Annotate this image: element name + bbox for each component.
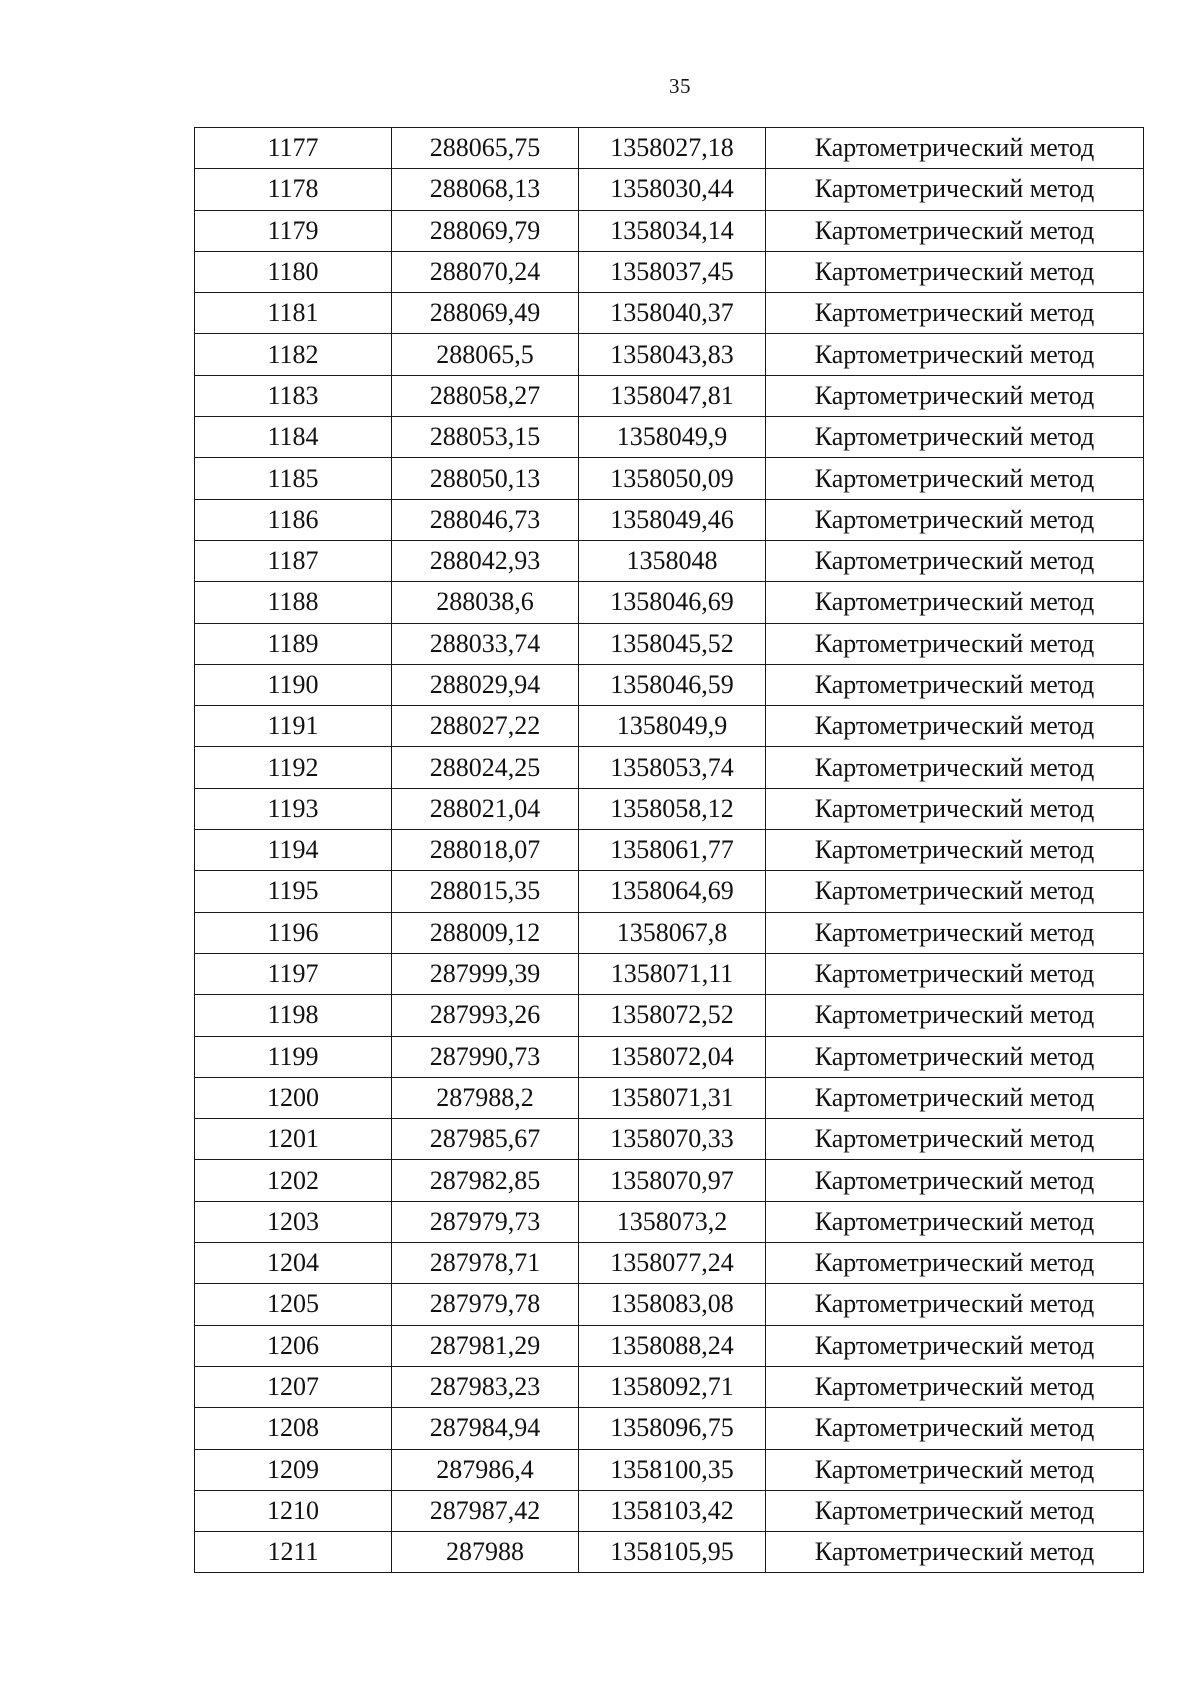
y-coordinate-cell: 1358047,81 bbox=[579, 375, 766, 416]
point-number-cell: 1206 bbox=[195, 1325, 392, 1366]
point-number-cell: 1194 bbox=[195, 830, 392, 871]
point-number-cell: 1205 bbox=[195, 1284, 392, 1325]
y-coordinate-cell: 1358030,44 bbox=[579, 169, 766, 210]
table-row bbox=[195, 706, 1144, 747]
y-coordinate-cell: 1358071,11 bbox=[579, 953, 766, 994]
method-cell: Картометрический метод bbox=[766, 912, 1144, 953]
method-cell: Картометрический метод bbox=[766, 210, 1144, 251]
y-coordinate-cell: 1358072,52 bbox=[579, 995, 766, 1036]
y-coordinate-cell: 1358040,37 bbox=[579, 293, 766, 334]
y-coordinate-cell: 1358046,59 bbox=[579, 664, 766, 705]
point-number-cell: 1193 bbox=[195, 788, 392, 829]
table-row bbox=[195, 334, 1144, 375]
point-number-cell: 1195 bbox=[195, 871, 392, 912]
point-number-cell: 1183 bbox=[195, 375, 392, 416]
x-coordinate-cell: 288009,12 bbox=[392, 912, 579, 953]
method-cell: Картометрический метод bbox=[766, 830, 1144, 871]
table-row bbox=[195, 1408, 1144, 1449]
x-coordinate-cell: 287981,29 bbox=[392, 1325, 579, 1366]
method-cell: Картометрический метод bbox=[766, 788, 1144, 829]
table-row bbox=[195, 458, 1144, 499]
table-row bbox=[195, 293, 1144, 334]
coordinates-table-body bbox=[195, 128, 1144, 1573]
point-number-cell: 1211 bbox=[195, 1532, 392, 1573]
method-cell: Картометрический метод bbox=[766, 417, 1144, 458]
method-cell: Картометрический метод bbox=[766, 706, 1144, 747]
method-cell: Картометрический метод bbox=[766, 1408, 1144, 1449]
x-coordinate-cell: 288021,04 bbox=[392, 788, 579, 829]
x-coordinate-cell: 288070,24 bbox=[392, 251, 579, 292]
table-row bbox=[195, 623, 1144, 664]
y-coordinate-cell: 1358096,75 bbox=[579, 1408, 766, 1449]
point-number-cell: 1207 bbox=[195, 1366, 392, 1407]
point-number-cell: 1192 bbox=[195, 747, 392, 788]
y-coordinate-cell: 1358092,71 bbox=[579, 1366, 766, 1407]
x-coordinate-cell: 287987,42 bbox=[392, 1490, 579, 1531]
y-coordinate-cell: 1358058,12 bbox=[579, 788, 766, 829]
table-row bbox=[195, 1532, 1144, 1573]
x-coordinate-cell: 287979,73 bbox=[392, 1201, 579, 1242]
point-number-cell: 1202 bbox=[195, 1160, 392, 1201]
table-row bbox=[195, 1449, 1144, 1490]
point-number-cell: 1186 bbox=[195, 499, 392, 540]
x-coordinate-cell: 288050,13 bbox=[392, 458, 579, 499]
method-cell: Картометрический метод bbox=[766, 1036, 1144, 1077]
table-row bbox=[195, 871, 1144, 912]
point-number-cell: 1188 bbox=[195, 582, 392, 623]
point-number-cell: 1180 bbox=[195, 251, 392, 292]
y-coordinate-cell: 1358100,35 bbox=[579, 1449, 766, 1490]
method-cell: Картометрический метод bbox=[766, 540, 1144, 581]
point-number-cell: 1209 bbox=[195, 1449, 392, 1490]
point-number-cell: 1179 bbox=[195, 210, 392, 251]
method-cell: Картометрический метод bbox=[766, 871, 1144, 912]
y-coordinate-cell: 1358105,95 bbox=[579, 1532, 766, 1573]
point-number-cell: 1177 bbox=[195, 128, 392, 169]
y-coordinate-cell: 1358072,04 bbox=[579, 1036, 766, 1077]
method-cell: Картометрический метод bbox=[766, 1325, 1144, 1366]
y-coordinate-cell: 1358049,9 bbox=[579, 417, 766, 458]
method-cell: Картометрический метод bbox=[766, 1449, 1144, 1490]
point-number-cell: 1181 bbox=[195, 293, 392, 334]
y-coordinate-cell: 1358061,77 bbox=[579, 830, 766, 871]
method-cell: Картометрический метод bbox=[766, 1160, 1144, 1201]
x-coordinate-cell: 288038,6 bbox=[392, 582, 579, 623]
x-coordinate-cell: 287999,39 bbox=[392, 953, 579, 994]
x-coordinate-cell: 288065,75 bbox=[392, 128, 579, 169]
x-coordinate-cell: 287984,94 bbox=[392, 1408, 579, 1449]
method-cell: Картометрический метод bbox=[766, 1119, 1144, 1160]
x-coordinate-cell: 288053,15 bbox=[392, 417, 579, 458]
table-row bbox=[195, 169, 1144, 210]
y-coordinate-cell: 1358070,97 bbox=[579, 1160, 766, 1201]
table-row bbox=[195, 1036, 1144, 1077]
table-row bbox=[195, 788, 1144, 829]
y-coordinate-cell: 1358027,18 bbox=[579, 128, 766, 169]
table-row bbox=[195, 830, 1144, 871]
point-number-cell: 1201 bbox=[195, 1119, 392, 1160]
x-coordinate-cell: 288027,22 bbox=[392, 706, 579, 747]
table-row bbox=[195, 582, 1144, 623]
x-coordinate-cell: 287993,26 bbox=[392, 995, 579, 1036]
y-coordinate-cell: 1358045,52 bbox=[579, 623, 766, 664]
table-row bbox=[195, 417, 1144, 458]
page-number: 35 bbox=[669, 74, 691, 98]
method-cell: Картометрический метод bbox=[766, 499, 1144, 540]
y-coordinate-cell: 1358048 bbox=[579, 540, 766, 581]
y-coordinate-cell: 1358083,08 bbox=[579, 1284, 766, 1325]
point-number-cell: 1196 bbox=[195, 912, 392, 953]
x-coordinate-cell: 287985,67 bbox=[392, 1119, 579, 1160]
point-number-cell: 1197 bbox=[195, 953, 392, 994]
x-coordinate-cell: 288024,25 bbox=[392, 747, 579, 788]
point-number-cell: 1204 bbox=[195, 1243, 392, 1284]
method-cell: Картометрический метод bbox=[766, 1532, 1144, 1573]
method-cell: Картометрический метод bbox=[766, 1201, 1144, 1242]
x-coordinate-cell: 287986,4 bbox=[392, 1449, 579, 1490]
table-row bbox=[195, 540, 1144, 581]
y-coordinate-cell: 1358034,14 bbox=[579, 210, 766, 251]
table-row bbox=[195, 1160, 1144, 1201]
y-coordinate-cell: 1358103,42 bbox=[579, 1490, 766, 1531]
point-number-cell: 1200 bbox=[195, 1077, 392, 1118]
method-cell: Картометрический метод bbox=[766, 582, 1144, 623]
method-cell: Картометрический метод bbox=[766, 623, 1144, 664]
coordinates-table bbox=[194, 127, 1144, 1573]
method-cell: Картометрический метод bbox=[766, 664, 1144, 705]
point-number-cell: 1191 bbox=[195, 706, 392, 747]
point-number-cell: 1178 bbox=[195, 169, 392, 210]
y-coordinate-cell: 1358050,09 bbox=[579, 458, 766, 499]
method-cell: Картометрический метод bbox=[766, 995, 1144, 1036]
table-row bbox=[195, 1490, 1144, 1531]
table-row bbox=[195, 912, 1144, 953]
method-cell: Картометрический метод bbox=[766, 375, 1144, 416]
method-cell: Картометрический метод bbox=[766, 334, 1144, 375]
table-row bbox=[195, 664, 1144, 705]
method-cell: Картометрический метод bbox=[766, 747, 1144, 788]
y-coordinate-cell: 1358070,33 bbox=[579, 1119, 766, 1160]
method-cell: Картометрический метод bbox=[766, 1077, 1144, 1118]
y-coordinate-cell: 1358073,2 bbox=[579, 1201, 766, 1242]
y-coordinate-cell: 1358064,69 bbox=[579, 871, 766, 912]
table-row bbox=[195, 1119, 1144, 1160]
x-coordinate-cell: 287978,71 bbox=[392, 1243, 579, 1284]
point-number-cell: 1184 bbox=[195, 417, 392, 458]
table-row bbox=[195, 375, 1144, 416]
x-coordinate-cell: 287982,85 bbox=[392, 1160, 579, 1201]
x-coordinate-cell: 288046,73 bbox=[392, 499, 579, 540]
method-cell: Картометрический метод bbox=[766, 128, 1144, 169]
method-cell: Картометрический метод bbox=[766, 169, 1144, 210]
point-number-cell: 1189 bbox=[195, 623, 392, 664]
y-coordinate-cell: 1358049,9 bbox=[579, 706, 766, 747]
table-row bbox=[195, 1243, 1144, 1284]
method-cell: Картометрический метод bbox=[766, 293, 1144, 334]
x-coordinate-cell: 288068,13 bbox=[392, 169, 579, 210]
x-coordinate-cell: 288069,49 bbox=[392, 293, 579, 334]
point-number-cell: 1198 bbox=[195, 995, 392, 1036]
point-number-cell: 1208 bbox=[195, 1408, 392, 1449]
x-coordinate-cell: 288069,79 bbox=[392, 210, 579, 251]
y-coordinate-cell: 1358071,31 bbox=[579, 1077, 766, 1118]
method-cell: Картометрический метод bbox=[766, 1284, 1144, 1325]
y-coordinate-cell: 1358037,45 bbox=[579, 251, 766, 292]
y-coordinate-cell: 1358088,24 bbox=[579, 1325, 766, 1366]
point-number-cell: 1182 bbox=[195, 334, 392, 375]
method-cell: Картометрический метод bbox=[766, 953, 1144, 994]
point-number-cell: 1199 bbox=[195, 1036, 392, 1077]
table-row bbox=[195, 1366, 1144, 1407]
x-coordinate-cell: 288018,07 bbox=[392, 830, 579, 871]
point-number-cell: 1187 bbox=[195, 540, 392, 581]
x-coordinate-cell: 288058,27 bbox=[392, 375, 579, 416]
x-coordinate-cell: 288042,93 bbox=[392, 540, 579, 581]
table-row bbox=[195, 747, 1144, 788]
x-coordinate-cell: 288033,74 bbox=[392, 623, 579, 664]
x-coordinate-cell: 288015,35 bbox=[392, 871, 579, 912]
y-coordinate-cell: 1358067,8 bbox=[579, 912, 766, 953]
table-row bbox=[195, 995, 1144, 1036]
point-number-cell: 1210 bbox=[195, 1490, 392, 1531]
x-coordinate-cell: 287979,78 bbox=[392, 1284, 579, 1325]
x-coordinate-cell: 287988 bbox=[392, 1532, 579, 1573]
table-row bbox=[195, 1284, 1144, 1325]
x-coordinate-cell: 287988,2 bbox=[392, 1077, 579, 1118]
point-number-cell: 1185 bbox=[195, 458, 392, 499]
point-number-cell: 1190 bbox=[195, 664, 392, 705]
method-cell: Картометрический метод bbox=[766, 458, 1144, 499]
table-row bbox=[195, 1201, 1144, 1242]
table-row bbox=[195, 210, 1144, 251]
method-cell: Картометрический метод bbox=[766, 1243, 1144, 1284]
y-coordinate-cell: 1358046,69 bbox=[579, 582, 766, 623]
x-coordinate-cell: 288029,94 bbox=[392, 664, 579, 705]
y-coordinate-cell: 1358077,24 bbox=[579, 1243, 766, 1284]
table-row bbox=[195, 1077, 1144, 1118]
y-coordinate-cell: 1358043,83 bbox=[579, 334, 766, 375]
x-coordinate-cell: 287990,73 bbox=[392, 1036, 579, 1077]
method-cell: Картометрический метод bbox=[766, 1490, 1144, 1531]
y-coordinate-cell: 1358053,74 bbox=[579, 747, 766, 788]
y-coordinate-cell: 1358049,46 bbox=[579, 499, 766, 540]
x-coordinate-cell: 287983,23 bbox=[392, 1366, 579, 1407]
table-row bbox=[195, 251, 1144, 292]
method-cell: Картометрический метод bbox=[766, 251, 1144, 292]
table-row bbox=[195, 953, 1144, 994]
x-coordinate-cell: 288065,5 bbox=[392, 334, 579, 375]
table-row bbox=[195, 1325, 1144, 1366]
point-number-cell: 1203 bbox=[195, 1201, 392, 1242]
table-row bbox=[195, 128, 1144, 169]
method-cell: Картометрический метод bbox=[766, 1366, 1144, 1407]
table-row bbox=[195, 499, 1144, 540]
